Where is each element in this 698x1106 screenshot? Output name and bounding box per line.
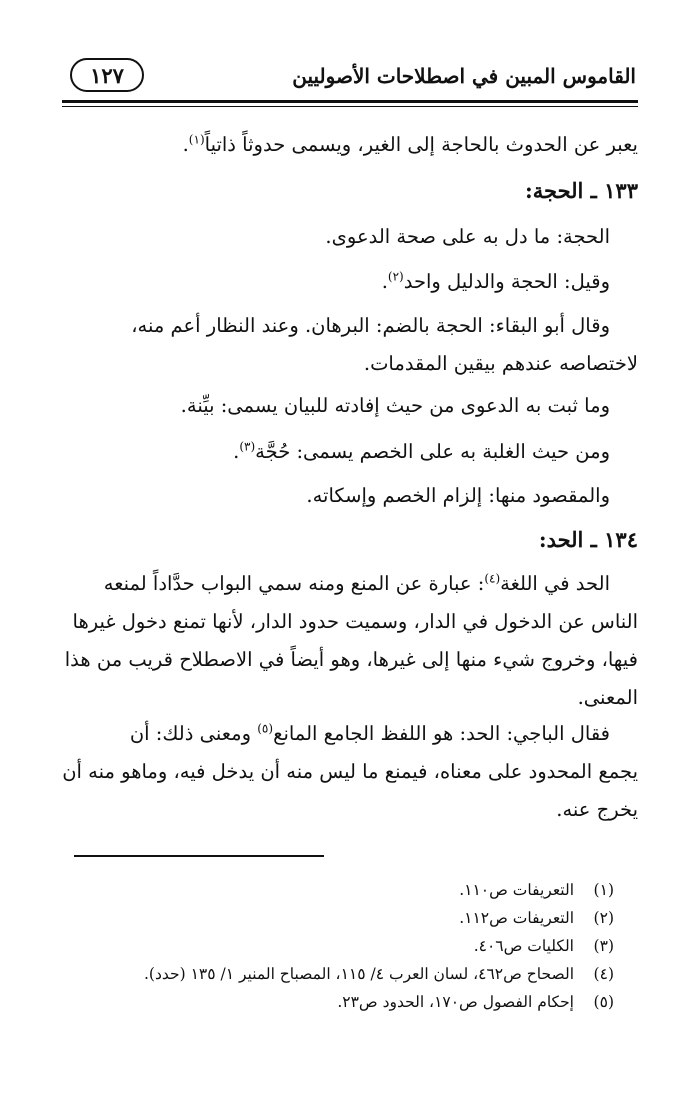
entry-133-p5: ومن حيث الغلبة به على الخصم يسمى: حُجَّة$^{(٣)}$. — [233, 439, 610, 463]
entry-134-p2-b: ومعنى ذلك: أن — [129, 722, 258, 745]
entry-133-p3 — [60, 307, 638, 383]
footnote-text: التعريفات ص١١٠. — [459, 881, 574, 899]
entry-134-p2-line2: يجمع المحدود على معناه، فيمنع ما ليس منه أن يدخل فيه، وماهو منه أن — [62, 760, 638, 783]
footnote-3 — [54, 932, 614, 960]
footnote-number: (٥) — [593, 993, 614, 1011]
footnote-number: (٤) — [593, 965, 614, 983]
entry-134-p1-line3: فيها، وخروج شيء منها إلى غيرها، وهو أيضاً في الاصطلاح قريب من هذا — [64, 648, 638, 671]
page-number-badge — [70, 58, 144, 92]
footnote-ref-4: (٤) — [484, 571, 501, 586]
entry-133-p2: وقيل: الحجة والدليل واحد$^{(٢)}$. — [381, 269, 610, 293]
footnote-number: (٣) — [593, 937, 614, 955]
footnote-ref-3: (٣) — [239, 439, 256, 454]
entry-134-p1-a: الحد في اللغة — [500, 572, 610, 595]
footnote-ref-5: (٥) — [257, 721, 274, 736]
page-header — [62, 58, 638, 102]
entry-134-p1 — [60, 565, 638, 717]
footnote-text: الصحاح ص٤٦٢، لسان العرب ٤/ ١١٥، المصباح المنير ١/ ١٣٥ (حدد). — [144, 965, 574, 983]
entry-134-p1-line4: المعنى. — [577, 686, 638, 709]
footnote-2 — [54, 904, 614, 932]
footnote-text: التعريفات ص١١٢. — [459, 909, 574, 927]
footnote-number: (٢) — [593, 909, 614, 927]
footnote-ref-2: (٢) — [387, 269, 404, 284]
entry-133-p5-text: ومن حيث الغلبة به على الخصم يسمى: حُجَّة — [255, 440, 610, 463]
footnote-ref-1: (١) — [188, 132, 205, 147]
footnote-4 — [54, 960, 614, 988]
entry-134-p1-line2: الناس عن الدخول في الدار، وسميت حدود الدار، لأنها تمنع دخول غيرها — [72, 610, 638, 633]
entry-133-p3-line2: لاختصاصه عندهم بيقين المقدمات. — [363, 352, 638, 375]
footnote-text: إحكام الفصول ص١٧٠، الحدود ص٢٣. — [337, 993, 574, 1011]
entry-133-p2-text: وقيل: الحجة والدليل واحد — [403, 270, 610, 293]
entry-134-p2-line3: يخرج عنه. — [556, 798, 638, 821]
footnote-text: الكليات ص٤٠٦. — [473, 937, 574, 955]
entry-134-heading: ١٣٤ ـ الحد: — [538, 527, 638, 552]
intro-paragraph: يعبر عن الحدوث بالحاجة إلى الغير، ويسمى حدوثاً ذاتياً$^{(١)}$. — [182, 132, 638, 156]
entry-133-heading: ١٣٣ ـ الحجة: — [525, 178, 638, 203]
entry-133-p4: وما ثبت به الدعوى من حيث إفادته للبيان يسمى: بيِّنة. — [180, 394, 610, 417]
entry-133-p3-line1: وقال أبو البقاء: الحجة بالضم: البرهان. وعند النظار أعم منه، — [131, 314, 610, 337]
entry-134-p1-b: : عبارة عن المنع ومنه سمي البواب حدَّاداً لمنعه — [103, 572, 485, 595]
header-rule-thin — [62, 106, 638, 107]
footnote-number: (١) — [593, 881, 614, 899]
entry-134-p2-a: فقال الباجي: الحد: هو اللفظ الجامع المانع — [273, 722, 610, 745]
intro-text: يعبر عن الحدوث بالحاجة إلى الغير، ويسمى حدوثاً ذاتياً — [204, 133, 638, 156]
page-number: ١٢٧ — [90, 62, 124, 88]
footnote-1 — [54, 876, 614, 904]
entry-133-p6: والمقصود منها: إلزام الخصم وإسكاته. — [306, 484, 610, 507]
entry-133-p1: الحجة: ما دل به على صحة الدعوى. — [325, 225, 610, 248]
footnote-separator — [74, 855, 324, 857]
entry-134-p2 — [60, 715, 638, 829]
footnotes — [54, 876, 614, 1016]
header-rule-thick — [62, 100, 638, 103]
book-title: القاموس المبين في اصطلاحات الأصوليين — [292, 64, 636, 88]
footnote-5 — [54, 988, 614, 1016]
